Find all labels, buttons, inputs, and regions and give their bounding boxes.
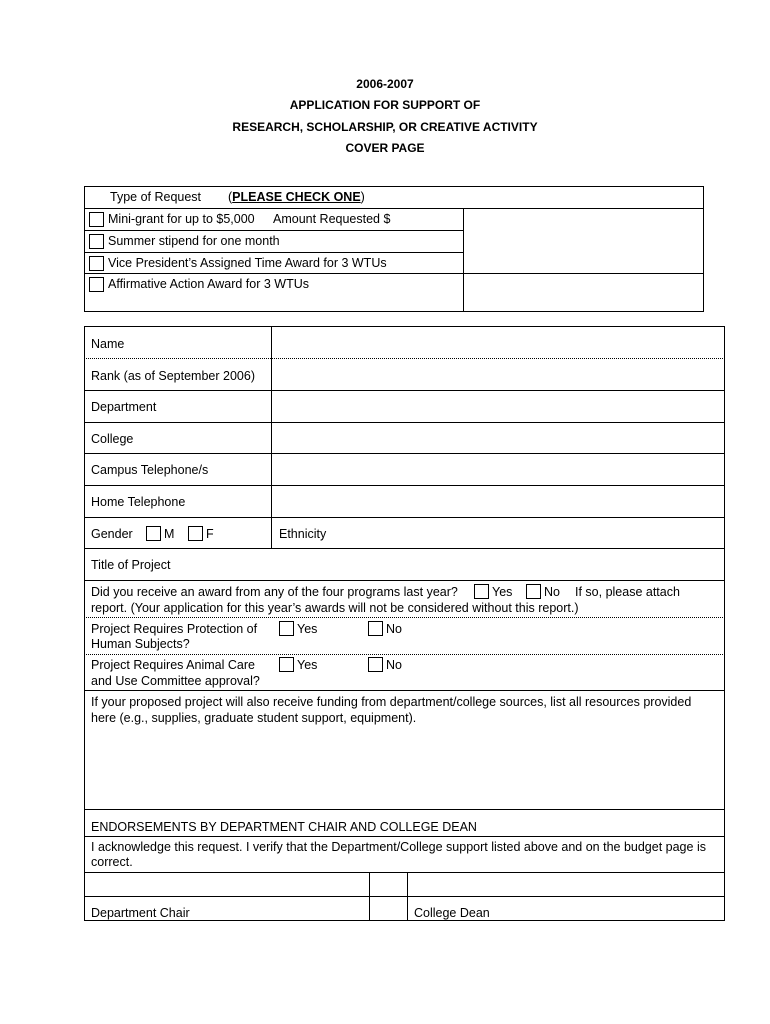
ethnicity-label: Ethnicity xyxy=(279,527,327,541)
assigned-time-checkbox[interactable] xyxy=(89,256,104,271)
gender-label: Gender xyxy=(91,527,133,541)
prior-award-yes-checkbox[interactable] xyxy=(474,584,489,599)
human-subjects-no-label: No xyxy=(386,622,402,636)
gender-m-label: M xyxy=(164,527,175,541)
funding-instructions-line1: If your proposed project will also receive funding from department/college sources, list all resources provided xyxy=(91,695,692,709)
form-title-line2: RESEARCH, SCHOLARSHIP, OR CREATIVE ACTIVITY xyxy=(232,120,538,134)
prior-award-no-checkbox[interactable] xyxy=(526,584,541,599)
human-subjects-yes-label: Yes xyxy=(297,622,318,636)
human-subjects-no-checkbox[interactable] xyxy=(368,621,383,636)
human-subjects-label-line2: Human Subjects? xyxy=(91,637,190,651)
acknowledgement-line2: correct. xyxy=(91,855,133,869)
home-telephone-field[interactable] xyxy=(272,486,724,517)
animal-care-yes-checkbox[interactable] xyxy=(279,657,294,672)
college-dean-label: College Dean xyxy=(414,906,490,920)
form-title-line1: APPLICATION FOR SUPPORT OF xyxy=(289,98,481,112)
college-field[interactable] xyxy=(272,423,724,453)
form-title-line3: COVER PAGE xyxy=(345,141,425,155)
summer-stipend-label: Summer stipend for one month xyxy=(108,234,280,248)
department-field[interactable] xyxy=(272,391,724,422)
project-title-field[interactable] xyxy=(200,549,724,580)
prior-award-attach-text: If so, please attach xyxy=(575,585,680,599)
acknowledgement-line1: I acknowledge this request. I verify that the Department/College support listed above and on the budget page is xyxy=(91,840,706,854)
department-chair-signature-field[interactable] xyxy=(86,873,368,896)
request-type-label: Type of Request xyxy=(110,190,202,204)
college-dean-signature-field[interactable] xyxy=(408,873,724,896)
gender-f-label: F xyxy=(206,527,214,541)
funding-instructions-line2: here (e.g., supplies, graduate student support, equipment). xyxy=(91,711,417,725)
gender-f-checkbox[interactable] xyxy=(188,526,203,541)
affirmative-action-label: Affirmative Action Award for 3 WTUs xyxy=(108,277,309,291)
animal-care-yes-label: Yes xyxy=(297,658,318,672)
rank-field[interactable] xyxy=(272,359,724,390)
animal-care-no-checkbox[interactable] xyxy=(368,657,383,672)
form-year: 2006-2007 xyxy=(356,77,414,91)
department-chair-label: Department Chair xyxy=(91,906,190,920)
campus-telephone-field[interactable] xyxy=(272,454,724,485)
human-subjects-label-line1: Project Requires Protection of xyxy=(91,622,258,636)
summer-stipend-checkbox[interactable] xyxy=(89,234,104,249)
project-title-label: Title of Project xyxy=(91,558,171,572)
animal-care-label-line2: and Use Committee approval? xyxy=(91,674,260,688)
animal-care-label-line1: Project Requires Animal Care xyxy=(91,658,255,672)
mini-grant-checkbox[interactable] xyxy=(89,212,104,227)
name-field[interactable] xyxy=(272,327,724,358)
affirmative-action-checkbox[interactable] xyxy=(89,277,104,292)
endorsements-heading: ENDORSEMENTS BY DEPARTMENT CHAIR AND COLLEGE DEAN xyxy=(91,820,477,834)
rank-label: Rank (as of September 2006) xyxy=(91,369,255,383)
department-label: Department xyxy=(91,400,157,414)
home-telephone-label: Home Telephone xyxy=(91,495,186,509)
name-label: Name xyxy=(91,337,125,351)
prior-award-question: Did you receive an award from any of the four programs last year? xyxy=(91,585,458,599)
funding-resources-field[interactable] xyxy=(86,730,723,807)
college-label: College xyxy=(91,432,134,446)
campus-telephone-label: Campus Telephone/s xyxy=(91,463,209,477)
prior-award-no-label: No xyxy=(544,585,560,599)
amount-requested-label: Amount Requested $ xyxy=(273,212,391,226)
assigned-time-label: Vice President’s Assigned Time Award for 3 WTUs xyxy=(108,256,387,270)
prior-award-yes-label: Yes xyxy=(492,585,513,599)
prior-award-report-note: report. (Your application for this year’s awards will not be considered without this report.) xyxy=(91,601,579,615)
amount-requested-field[interactable] xyxy=(464,209,703,272)
check-one-instruction: (PLEASE CHECK ONE) xyxy=(228,190,365,204)
animal-care-no-label: No xyxy=(386,658,402,672)
human-subjects-yes-checkbox[interactable] xyxy=(279,621,294,636)
mini-grant-label: Mini-grant for up to $5,000 xyxy=(108,212,255,226)
gender-m-checkbox[interactable] xyxy=(146,526,161,541)
